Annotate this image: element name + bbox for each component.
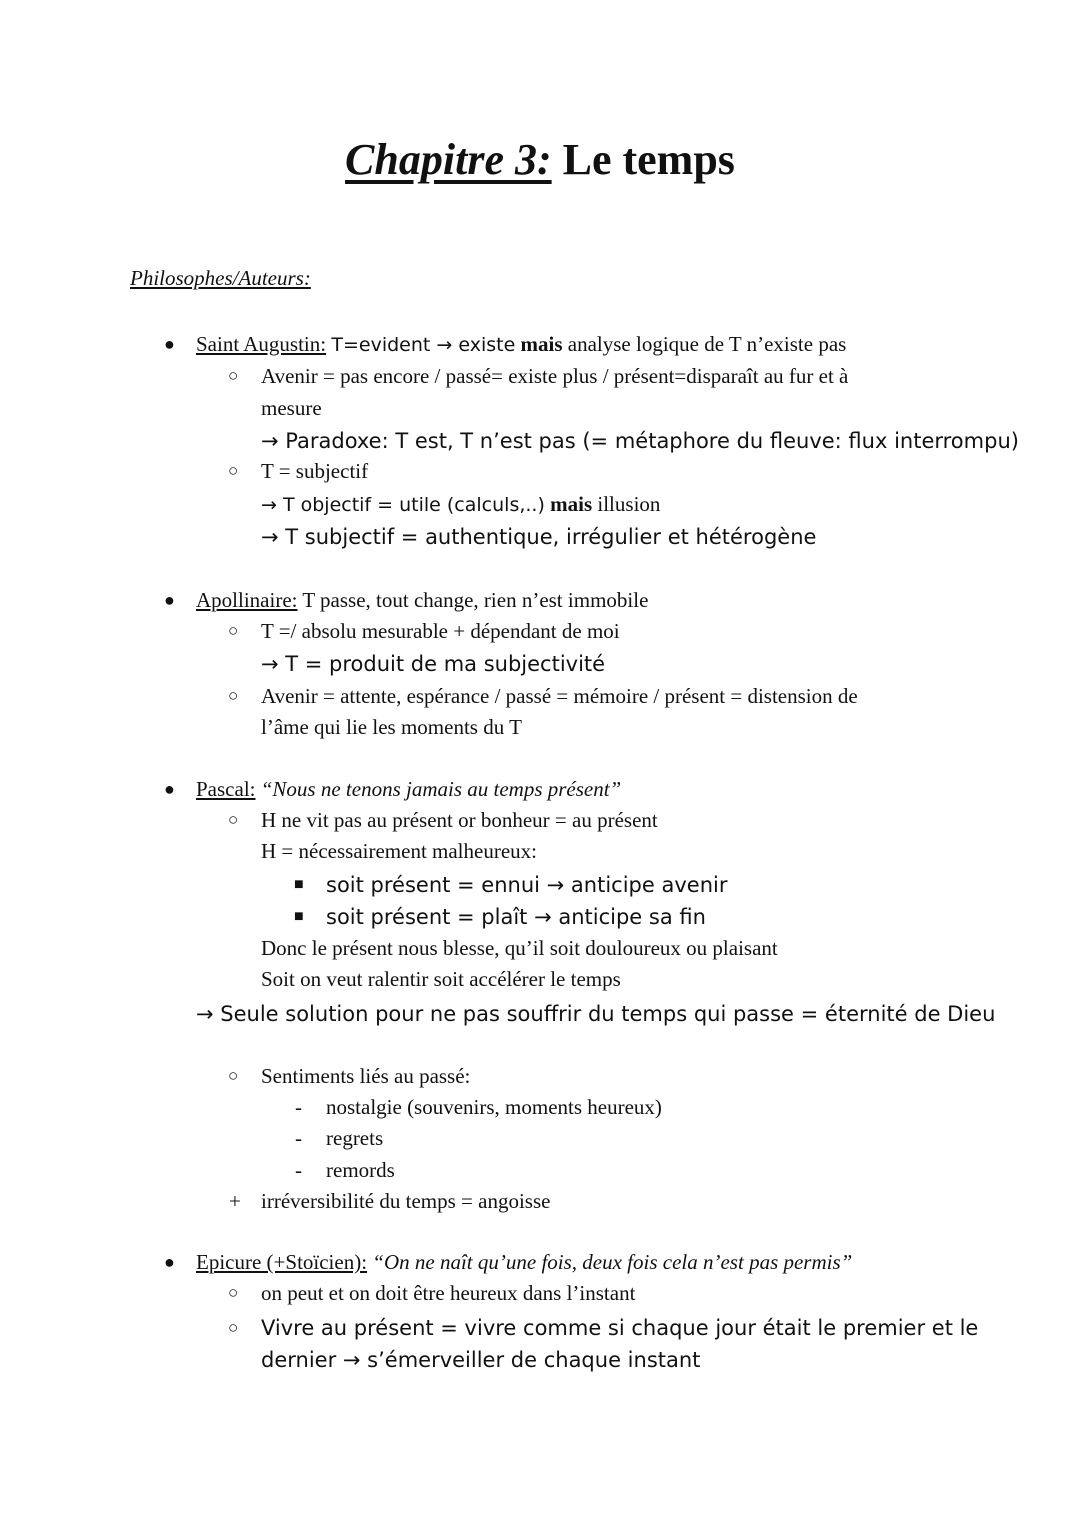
pascal-sub-2: soit présent = plaît → anticipe sa fin [326, 905, 706, 929]
epicure-line-2: on peut et on doit être heureux dans l’instant [261, 1281, 636, 1305]
epicure-quote: “On ne naît qu’une fois, deux fois cela n’est pas permis” [372, 1250, 853, 1274]
bullet-icon: ● [164, 1252, 175, 1272]
square-bullet-icon: ■ [294, 876, 304, 893]
augustin-line-6: → T objectif = utile (calculs,..) mais illusion [261, 492, 661, 516]
pascal-line-6: → Seule solution pour ne pas souffrir du temps qui passe = éternité de Dieu [196, 1002, 996, 1026]
pascal-line-7: Sentiments liés au passé: [261, 1064, 471, 1088]
apollinaire-line-2: T =/ absolu mesurable + dépendant de moi [261, 619, 620, 643]
circle-bullet-icon: ○ [228, 621, 239, 640]
augustin-line-2: Avenir = pas encore / passé= existe plus / présent=disparaît au fur et à [261, 364, 849, 388]
circle-bullet-icon: ○ [228, 686, 239, 705]
pascal-line-4: Donc le présent nous blesse, qu’il soit douloureux ou plaisant [261, 936, 778, 960]
pascal-line-1 [196, 775, 621, 803]
pascal-quote: “Nous ne tenons jamais au temps présent” [260, 777, 622, 801]
plus-marker: + [229, 1189, 241, 1213]
dash-marker: - [295, 1095, 302, 1119]
bullet-icon: ● [164, 334, 175, 354]
chapter-number: Chapitre 3: [345, 135, 552, 184]
apollinaire-line-5: l’âme qui lie les moments du T [261, 715, 522, 739]
circle-bullet-icon: ○ [228, 461, 239, 480]
circle-bullet-icon: ○ [228, 366, 239, 385]
epicure-line-4: dernier → s’émerveiller de chaque instant [261, 1348, 701, 1372]
pascal-dash-2: regrets [326, 1126, 384, 1150]
pascal-line-3: H = nécessairement malheureux: [261, 839, 537, 863]
circle-bullet-icon: ○ [228, 1283, 239, 1302]
pascal-line-8: irréversibilité du temps = angoisse [261, 1189, 551, 1213]
section-heading: Philosophes/Auteurs: [130, 266, 311, 290]
bullet-icon: ● [164, 779, 175, 799]
pascal-line-5: Soit on veut ralentir soit accélérer le temps [261, 967, 621, 991]
augustin-line-1: Saint Augustin: T=evident → existe mais analyse logique de T n’existe pas [196, 332, 847, 356]
circle-bullet-icon: ○ [228, 1066, 239, 1085]
square-bullet-icon: ■ [294, 908, 304, 925]
page-title [0, 133, 1080, 187]
apollinaire-line-4: Avenir = attente, espérance / passé = mémoire / présent = distension de [261, 684, 858, 708]
chapter-subject: Le temps [562, 135, 735, 184]
circle-bullet-icon: ○ [228, 1318, 239, 1337]
augustin-line-4: → Paradoxe: T est, T n’est pas (= métaphore du fleuve: flux interrompu) [261, 429, 1019, 453]
epicure-line-1 [196, 1248, 852, 1276]
apollinaire-line-1: Apollinaire: T passe, tout change, rien n’est immobile [196, 588, 649, 612]
pascal-line-2: H ne vit pas au présent or bonheur = au présent [261, 808, 658, 832]
author-name-augustin: Saint Augustin: [196, 332, 327, 356]
author-name-apollinaire: Apollinaire: [196, 588, 298, 612]
pascal-dash-3: remords [326, 1158, 395, 1182]
augustin-line-3: mesure [261, 396, 322, 420]
pascal-sub-1: soit présent = ennui → anticipe avenir [326, 873, 728, 897]
dash-marker: - [295, 1126, 302, 1150]
author-name-pascal: Pascal: [196, 777, 256, 801]
augustin-line-7: → T subjectif = authentique, irrégulier et hétérogène [261, 525, 817, 549]
apollinaire-line-3: → T = produit de ma subjectivité [261, 652, 606, 676]
pascal-dash-1: nostalgie (souvenirs, moments heureux) [326, 1095, 662, 1119]
dash-marker: - [295, 1158, 302, 1182]
circle-bullet-icon: ○ [228, 810, 239, 829]
augustin-line-5: T = subjectif [261, 459, 369, 483]
bullet-icon: ● [164, 590, 175, 610]
author-name-epicure: Epicure (+Stoïcien): [196, 1250, 368, 1274]
epicure-line-3: Vivre au présent = vivre comme si chaque jour était le premier et le [261, 1316, 979, 1340]
